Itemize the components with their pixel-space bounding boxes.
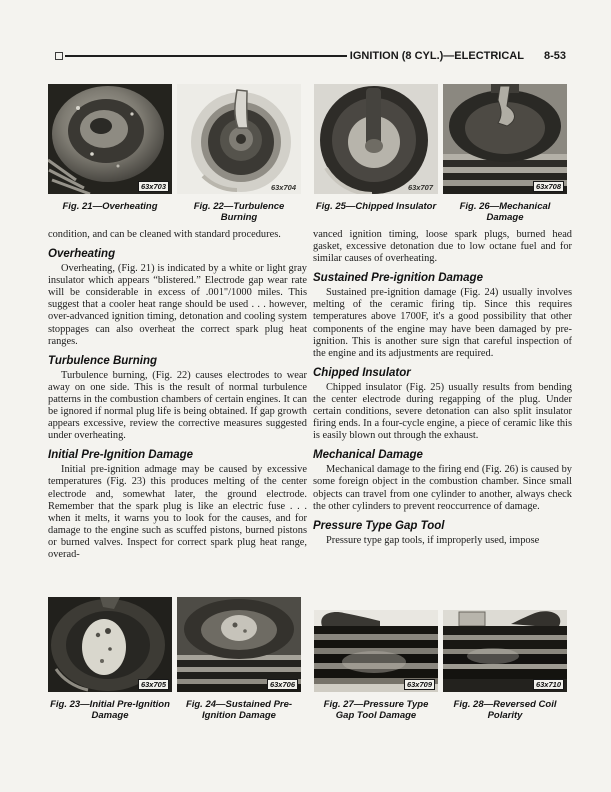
figure-caption: Fig. 26—Mechanical Damage [459,201,551,223]
figure-21 [48,84,172,223]
right-text-column [313,229,572,547]
body-paragraph: Chipped insulator (Fig. 25) usually results from bending the center electrode during regapping of the plug. Under certain conditions, severe detonation can also split insulator firing ends. In a four-cycle engine, a piece of ceramic like this is easily blown out through the exhaust. [313,381,572,442]
figure-22 [177,84,301,223]
bottom-figure-row [48,597,567,721]
section-heading-overheating: Overheating [48,248,116,261]
figure-caption: Fig. 25—Chipped Insulator [315,201,437,212]
figure-caption: Fig. 24—Sustained Pre-Ignition Damage [185,699,293,721]
body-paragraph: Turbulence burning, (Fig. 22) causes electrodes to wear away on one side. This is the result of normal turbulence patterns in the combustion chambers of certain engines. It can be ignored if normal plug life is being obtained. If gap growth appears excessive, review the corrective measures suggested under overheating. [48,369,307,442]
figure-24 [177,597,301,721]
spark-plug-photo [177,84,301,194]
figure-caption: Fig. 27—Pressure Type Gap Tool Damage [323,699,429,721]
section-heading-turbulence-burning: Turbulence Burning [48,354,158,367]
photo-id-tag: 63x710 [533,679,564,690]
header-square-mark [55,52,63,60]
body-paragraph: Initial pre-ignition admage may be caused by excessive temperatures (Fig. 23) this produces melting of the center electrode and, somewhat later, the ground electrode. Remember that the spark plug is like an electric fuse . . . when it melts, it warns you to look for the causes, and for damage to the engine such as scuffed pistons, burned pistons or burned valves. Inspect for correct spark plug heat range, overad- [48,464,307,560]
body-paragraph: Overheating, (Fig. 21) is indicated by a white or light gray insulator which appears “blistered.” Electrode gap wear rate will be considerable in excess of .001"/1000 miles. This suggest that a cooler heat range should be used . . . however, over-advanced ignition timing, detonation and cooling system stoppages can also overheat the correct spark plug heat ranges. [48,263,307,347]
spark-plug-photo-overheating [48,84,172,194]
figure-25 [314,84,438,223]
spark-plug-photo-mechanical-damage [443,84,567,194]
spark-plug-photo [48,84,172,194]
top-figure-row [48,84,567,223]
spark-plug-photo [443,84,567,194]
spark-plug-photo-chipped-insulator [314,84,438,194]
spark-plug-photo-gap-tool-damage [314,610,438,692]
figure-23 [48,597,172,721]
section-heading-chipped-insulator: Chipped Insulator [313,366,411,379]
photo-id-tag: 63x709 [404,679,435,690]
page-header [55,49,566,63]
body-paragraph: Mechanical damage to the firing end (Fig. 26) is caused by some foreign object in the combustion chamber. Since small objects can travel from one cylinder to another, always check the other cylinders to prevent reoccurrence of damage. [313,464,572,512]
header-rule [65,55,347,57]
figure-26 [443,84,567,223]
figure-caption: Fig. 21—Overheating [62,201,158,212]
spark-plug-photo [314,84,438,194]
photo-id-tag: 63x706 [267,679,298,690]
section-heading-sustained-pre-ignition-damage: Sustained Pre-ignition Damage [313,272,483,285]
figure-27 [314,597,438,721]
spark-plug-photo [48,597,172,692]
figure-28 [443,597,567,721]
body-paragraph: Sustained pre-ignition damage (Fig. 24) usually involves melting of the ceramic firing tip. Since this requires temperatures above 1700F, it's a good possibility that other components of the engine may have been damaged by pre-ignition. This is another sure sign that careful inspection of the engine and its adjustments are required. [313,287,572,359]
body-paragraph: Pressure type gap tools, if improperly used, impose [326,534,540,546]
spark-plug-photo-initial-pre-ignition [48,597,172,692]
photo-id-tag: 63x707 [407,183,433,192]
section-heading-mechanical-damage: Mechanical Damage [313,449,423,462]
spark-plug-photo [177,597,301,692]
figure-caption: Fig. 23—Initial Pre-Ignition Damage [50,699,170,721]
photo-id-tag: 63x708 [533,181,564,192]
photo-id-tag: 63x705 [138,679,169,690]
body-paragraph: vanced ignition timing, loose spark plugs, burned head gasket, excessive detonation due to low octane fuel and for similar causes of overheating. [313,229,572,265]
photo-id-tag: 63x703 [138,181,169,192]
spark-plug-photo-turbulence-burning [177,84,301,194]
body-paragraph: condition, and can be cleaned with standard procedures. [48,229,281,240]
figure-caption: Fig. 28—Reversed Coil Polarity [453,699,557,721]
section-heading-pressure-type-gap-tool: Pressure Type Gap Tool [313,519,445,532]
page-number: 8-53 [543,50,566,62]
spark-plug-photo-reversed-coil-polarity [443,610,567,692]
figure-caption: Fig. 22—Turbulence Burning [193,201,285,223]
page-title: IGNITION (8 CYL.)—ELECTRICAL [349,50,524,62]
left-text-column [48,229,307,561]
spark-plug-photo-sustained-pre-ignition [177,597,301,692]
section-heading-initial-pre-ignition-damage: Initial Pre-Ignition Damage [48,449,194,462]
photo-id-tag: 63x704 [270,183,296,192]
